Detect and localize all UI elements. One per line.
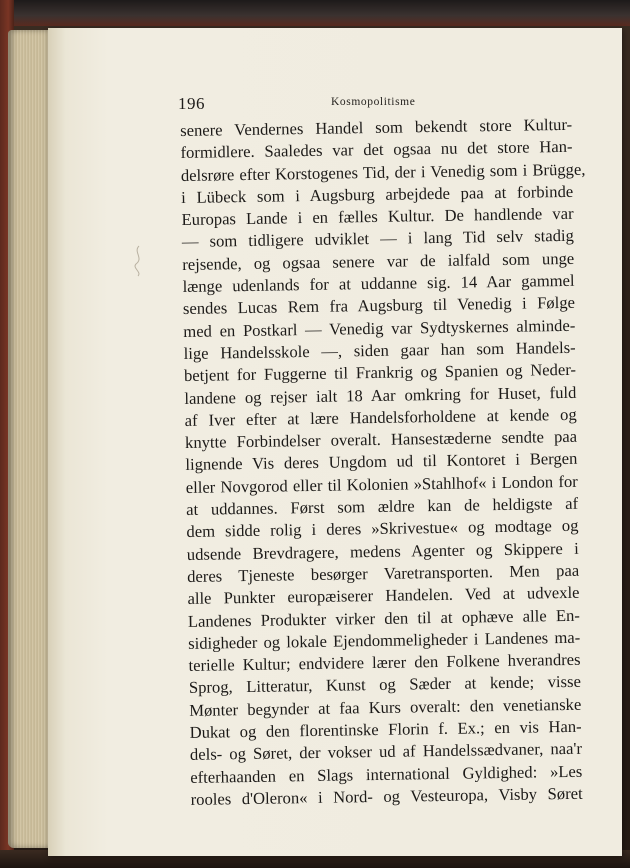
text-line: rooles d'Oleron« i Nord- og Vesteuropa, Visby Søret (190, 783, 583, 809)
text-line: alle Punkter europæiserer Handelen. Ved at udvexle (187, 583, 580, 609)
cover-top-edge (0, 0, 630, 26)
text-line: af Iver efter at lære Handelsforholdene at kende og (184, 404, 577, 430)
text-line: sendes Lucas Rem fra Augsburg til Venedig i Følge (182, 293, 576, 319)
text-line: delsrøre efter Korstogenes Tid, der i Venedig som i Brügge, (180, 159, 586, 185)
text-line: længe udenlands for at uddanne sig. 14 Aar gammel (182, 270, 575, 297)
text-line: Sprog, Litteratur, Kunst og Sæder at kende; visse (188, 672, 582, 698)
text-line: dels- og Søret, der vokser ud af Handelssædvaner, naa'r (189, 739, 583, 765)
text-line: Dukat og den florentinske Florin f. Ex.; en vis Han- (189, 716, 582, 742)
text-line: deres Tjeneste besørger Varetransporten. Men paa (187, 560, 580, 586)
page-number: 196 (178, 94, 205, 113)
text-line: Europas Lande i en fælles Kultur. De handlende var (181, 204, 574, 230)
text-line: at uddannes. Først som ældre kan de heldigste af (185, 493, 579, 519)
text-line: Landenes Produkter virker den til at ophæve alle En- (187, 605, 580, 631)
running-head: Kosmopolitisme (331, 96, 416, 108)
body-text (180, 114, 586, 811)
text-line: senere Vendernes Handel som bekendt store Kultur- (180, 114, 573, 140)
text-line: landene og rejser ialt 18 Aar omkring for Huset, fuld (184, 382, 577, 408)
text-line: eller Novgorod eller til Kolonien »Stahlhof« i London for (185, 471, 578, 497)
text-line: efterhaanden en Slags international Gyldighed: »Les (190, 761, 583, 787)
text-line: Mønter begynder at faa Kurs overalt: den venetianske (189, 694, 582, 720)
text-line: knytte Forbindelser overalt. Hansestæderne sendte paa (184, 426, 578, 453)
text-line: lige Handelsskole —, siden gaar han som Handels- (183, 337, 576, 363)
text-line: udsende Brevdragere, medens Agenter og Skippere i (186, 538, 579, 564)
text-line: dem sidde rolig i deres »Skrivestue« og modtage og (186, 516, 579, 542)
text-line: sidigheder og lokale Ejendommeligheder i Landenes ma- (188, 627, 581, 653)
text-line: betjent for Fuggerne til Frankrig og Spanien og Neder- (183, 360, 577, 386)
text-line: — som tidligere udviklet — i lang Tid selv stadig (181, 226, 575, 252)
text-line: med en Postkarl — Venedig var Sydtyskernes alminde- (183, 315, 576, 341)
text-line: rejsende, og ogsaa senere var de ialfald som unge (182, 248, 575, 274)
text-line: i Lübeck som i Augsburg arbejdede paa at forbinde (181, 181, 574, 207)
text-line: terielle Kultur; endvidere lærer den Folkene hverandres (188, 649, 581, 676)
text-line: formidlere. Saaledes var det ogsaa nu det store Han- (180, 137, 573, 163)
page-stack-edge (8, 30, 50, 848)
pencil-mark-icon (130, 244, 148, 278)
text-line: lignende Vis deres Ungdom ud til Kontoret i Bergen (185, 449, 578, 475)
